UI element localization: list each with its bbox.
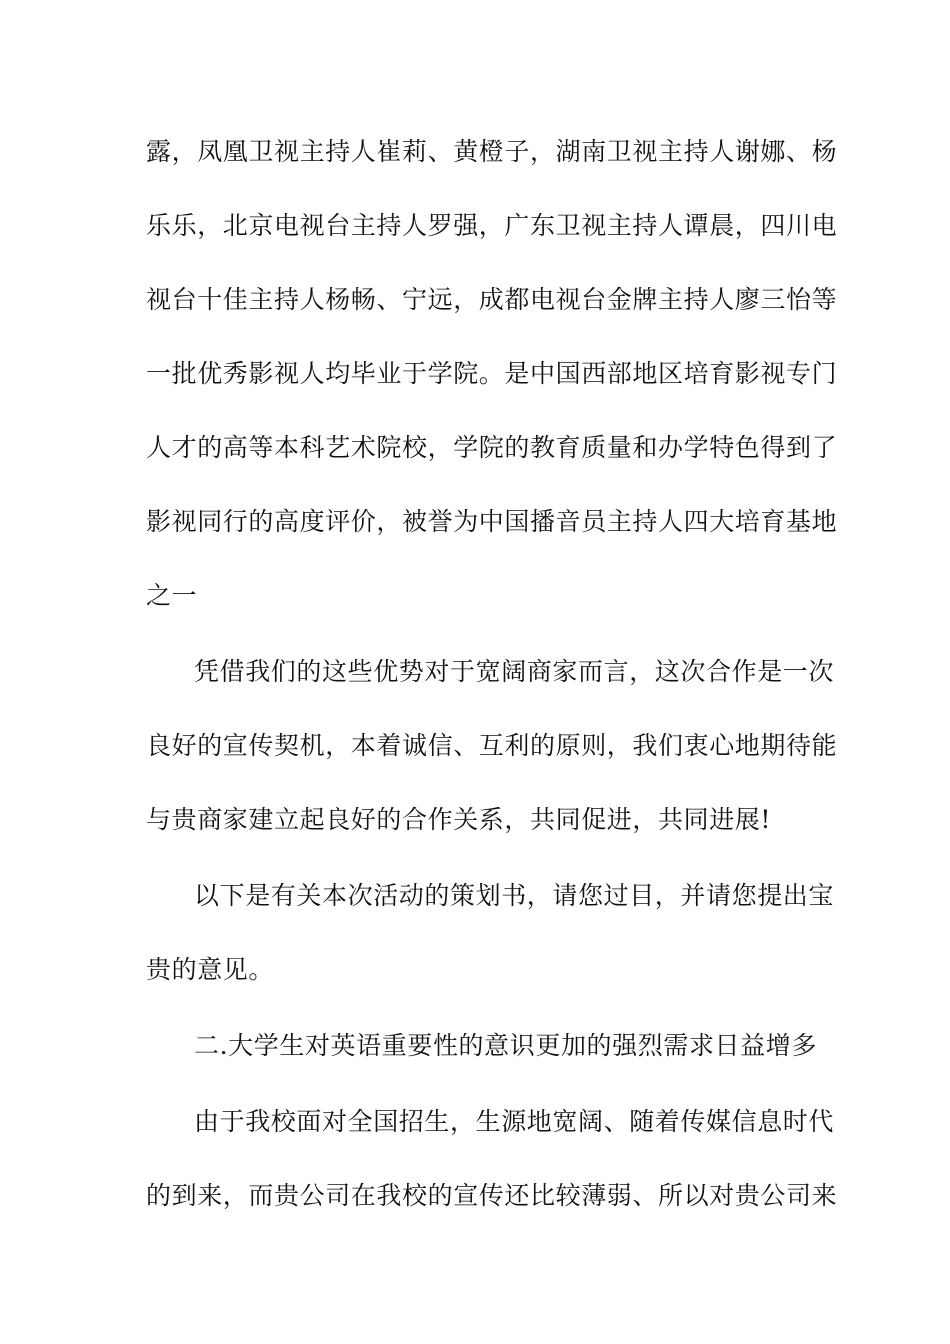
text-line: 视台十佳主持人杨畅、宁远，成都电视台金牌主持人廖三怡等 xyxy=(146,285,838,314)
section-heading: 二.大学生对英语重要性的意识更加的强烈需求日益增多 xyxy=(194,1031,817,1060)
paragraph-first-line: 以下是有关本次活动的策划书，请您过目，并请您提出宝 xyxy=(194,881,835,910)
text-line: 影视同行的高度评价，被誉为中国播音员主持人四大培育基地 xyxy=(146,507,838,536)
text-line: 人才的高等本科艺术院校，学院的教育质量和办学特色得到了 xyxy=(146,433,838,462)
text-line: 之一 xyxy=(146,581,198,610)
paragraph-first-line: 由于我校面对全国招生，生源地宽阔、随着传媒信息时代 xyxy=(194,1107,835,1136)
text-line: 良好的宣传契机，本着诚信、互利的原则，我们衷心地期待能 xyxy=(146,731,838,760)
text-line: 露，凤凰卫视主持人崔莉、黄橙子，湖南卫视主持人谢娜、杨 xyxy=(146,137,838,166)
text-line: 的到来，而贵公司在我校的宣传还比较薄弱、所以对贵公司来 xyxy=(146,1181,838,1210)
text-line: 乐乐，北京电视台主持人罗强，广东卫视主持人谭晨，四川电 xyxy=(146,211,838,240)
text-line: 贵的意见。 xyxy=(146,955,275,984)
text-line: 一批优秀影视人均毕业于学院。是中国西部地区培育影视专门 xyxy=(146,359,838,388)
paragraph-first-line: 凭借我们的这些优势对于宽阔商家而言，这次合作是一次 xyxy=(194,657,835,686)
text-line: 与贵商家建立起良好的合作关系，共同促进，共同进展! xyxy=(146,805,772,834)
